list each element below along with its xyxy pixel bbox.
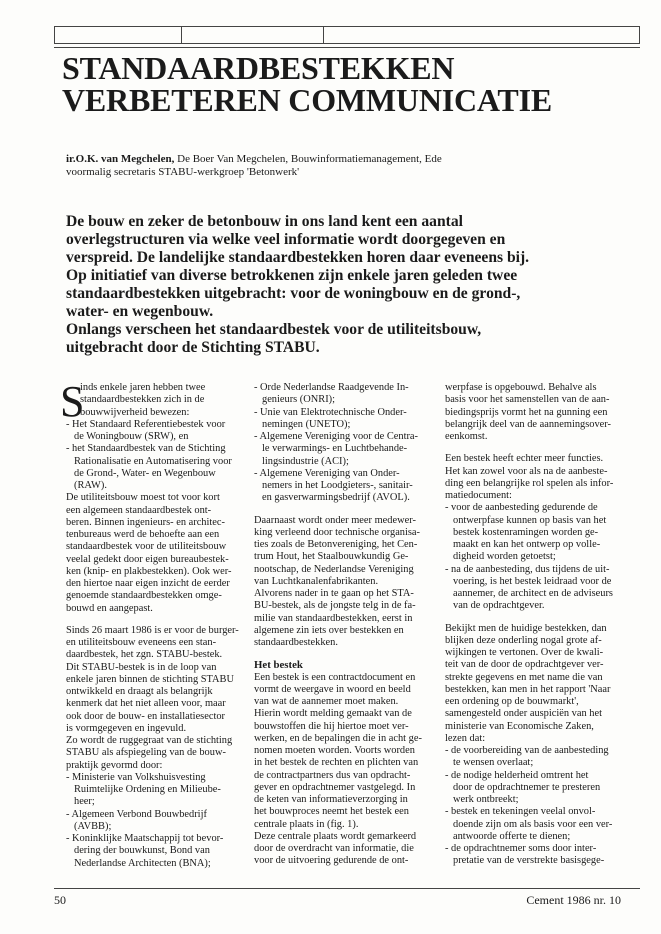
text-line: Een bestek is een contractdocument en — [254, 671, 416, 683]
text-line: te wensen overlaat; — [453, 757, 534, 769]
text-line: doende zijn om als basis voor een ver- — [453, 818, 613, 830]
text-line: standaardbestek voor de utiliteitsbouw — [66, 541, 227, 553]
text-line: en gasverwarmingsbedrijf (AVOL). — [262, 492, 410, 504]
text-line: dering der bouwkunst, Bond van — [74, 845, 210, 857]
text-line: biedingsprijs vormt het na gunning een — [445, 406, 608, 418]
author-line — [66, 153, 442, 166]
text-line: is vormgegeven en ingevuld. — [66, 722, 187, 734]
text-line: beren. Binnen ingenieurs- en architec- — [66, 516, 225, 528]
text-line: in het bestek de rechten en plichten van — [254, 757, 419, 769]
text-line: Zo wordt de ruggegraat van de stichting — [66, 735, 233, 746]
text-line: maakt en kan het ontwerp op volle- — [453, 539, 601, 550]
text-line: Dit STABU-bestek is in de loop van — [66, 661, 217, 673]
drop-cap: S — [60, 377, 85, 426]
text-line: van wat de aannemer moet maken. — [254, 696, 399, 707]
author-affiliation: De Boer Van Megchelen, Bouwinformatiemanagement, Ede — [174, 153, 442, 165]
text-line: nootschap, de Nederlandse Vereniging — [254, 563, 414, 575]
column-3 — [445, 382, 623, 868]
text-line: nemingen (UNETO); — [262, 418, 351, 430]
header-frame — [54, 26, 640, 44]
journal-reference: Cement 1986 nr. 10 — [526, 893, 621, 907]
column-1 — [66, 382, 246, 870]
author-block — [66, 153, 442, 179]
text-line: Nederlandse Architecten (BNA); — [74, 857, 211, 869]
text-line: de Grond-, Water- en Wegenbouw — [74, 467, 216, 479]
text-line: le verwarmings- en Luchtbehande- — [262, 443, 408, 455]
text-line: tenbureaus werd de behoefte aan een — [66, 529, 220, 540]
text-line: de contractpartners dus van opdracht- — [254, 769, 411, 781]
lead-line: Op initiatief van diverse betrokkenen zijn enkele jaren geleden twee — [66, 267, 518, 284]
text-line: en utiliteitsbouw eveneens een stan- — [66, 637, 217, 648]
text-line: ding een belangrijke rol spelen als infor- — [445, 477, 614, 489]
text-line: BU-bestek, als de jongste telg in de fa- — [254, 600, 416, 612]
lead-line: standaardbestekken uitgebracht: voor de woningbouw en de grond-, — [66, 285, 521, 302]
text-line: kenmerk dat het niet alleen voor, maar — [66, 698, 226, 710]
lead-line: uitgebracht door de Stichting STABU. — [66, 339, 320, 356]
text-line: matiedocument: — [445, 490, 512, 501]
paragraph-gap — [254, 649, 434, 659]
text-line: veelal gedekt door eigen bureaubestek- — [66, 553, 229, 565]
header-divider — [181, 26, 182, 44]
text-line: bouwwijverheid bewezen: — [80, 406, 190, 418]
lead-line: water- en wegenbouw. — [66, 303, 214, 320]
text-line: heer; — [74, 796, 95, 808]
top-rule — [54, 47, 640, 48]
text-line: Hierin wordt melding gemaakt van de — [254, 708, 412, 720]
text-line: - de voorbereiding van de aanbesteding — [445, 745, 609, 756]
text-line: aannemer, de architect en de adviseurs — [453, 588, 613, 599]
text-line: bouwd en aangepast. — [66, 602, 153, 614]
text-line: van Luchtkanalenfabrikanten. — [254, 575, 379, 587]
text-line: inds enkele jaren hebben twee — [80, 382, 206, 393]
text-line: gever en opdrachtnemer vastgelegd. In — [254, 781, 416, 793]
lead-line: De bouw en zeker de betonbouw in ons land kent een aantal — [66, 213, 463, 230]
text-line: - Het Standaard Referentiebestek voor — [66, 418, 226, 430]
text-line: een algemeen standaardbestek ont- — [66, 504, 212, 516]
text-line: enkele jaren binnen de stichting STABU — [66, 673, 234, 685]
text-line: Sinds 26 maart 1986 is er voor de burger- — [66, 624, 239, 636]
text-line: samengesteld onder auspiciën van het — [445, 708, 602, 720]
text-line: van de opdrachtgever. — [453, 600, 545, 612]
text-line: ontwikkeld en draagt als belangrijk — [66, 686, 213, 697]
paragraph-gap — [445, 613, 623, 623]
text-line: bestekken, kan men in het rapport 'Naar — [445, 683, 611, 695]
text-line: werken, en de bepalingen die in acht ge- — [254, 732, 422, 744]
text-line: (AVBB); — [74, 820, 112, 832]
text-line: vormt de weergave in woord en beeld — [254, 683, 411, 695]
text-line: ontwerpfase kunnen op basis van het — [453, 514, 607, 526]
text-line: belangrijk deel van de aannemingsover- — [445, 418, 611, 430]
text-line: - Ministerie van Volkshuisvesting — [66, 771, 206, 783]
text-line: basis voor het samenstellen van de aan- — [445, 394, 610, 406]
text-line: Daarnaast wordt onder meer medewer- — [254, 514, 416, 526]
title-line: VERBETEREN COMMUNICATIE — [62, 82, 552, 118]
text-line: ministerie van Economische Zaken, — [445, 720, 594, 732]
text-line: Het kan zowel voor als na de aanbeste- — [445, 465, 608, 477]
text-line: praktijk gevormd door: — [66, 759, 163, 771]
paragraph-gap — [445, 443, 623, 453]
lead-paragraph — [66, 213, 626, 357]
title-line: STANDAARDBESTEKKEN — [62, 50, 455, 86]
text-line: - Algemene Vereniging van Onder- — [254, 467, 400, 479]
text-line: een ordening op de bouwmarkt', — [445, 696, 579, 707]
text-line: bouwstoffen die hij hiertoe moet ver- — [254, 720, 409, 732]
text-line: Een bestek heeft echter meer functies. — [445, 453, 604, 465]
text-line: - bestek en tekeningen veelal onvol- — [445, 806, 596, 818]
text-line: king verleend door technische organisa- — [254, 526, 421, 538]
lead-line: overlegstructuren via welke veel informatie wordt doorgegeven en — [66, 231, 506, 248]
text-line: - na de aanbesteding, dus tijdens de uit- — [445, 563, 610, 575]
text-line: Deze centrale plaats wordt gemarkeerd — [254, 830, 417, 842]
text-line: het bouwproces neemt het bestek een — [254, 806, 409, 818]
text-line: ties zoals de Betonvereniging, het Cen- — [254, 539, 418, 550]
text-line: - Algemeen Verbond Bouwbedrijf — [66, 808, 207, 820]
text-line: daardbestek, het zgn. STABU-bestek. — [66, 649, 223, 661]
text-line: nemers in het Loodgieters-, sanitair- — [262, 480, 413, 491]
paragraph-gap — [254, 505, 434, 515]
text-line: lingsindustrie (ACI); — [262, 455, 349, 467]
page-number: 50 — [54, 893, 66, 907]
text-line: - de nodige helderheid omtrent het — [445, 769, 589, 781]
text-line: STABU als afspiegeling van de bouw- — [66, 747, 226, 759]
text-line: door de opdrachtnemer te presteren — [453, 781, 601, 793]
text-line: eenkomst. — [445, 431, 488, 442]
text-line: Rationalisatie en Automatisering voor — [74, 455, 232, 467]
text-line: genoemde standaardbestekken omge- — [66, 590, 222, 602]
text-line: - Algemene Vereniging voor de Centra- — [254, 431, 418, 442]
text-line: (RAW). — [74, 480, 107, 491]
text-line: - de opdrachtnemer soms door inter- — [445, 843, 597, 854]
article-title — [62, 52, 552, 116]
text-line: - Koninklijke Maatschappij tot bevor- — [66, 833, 224, 844]
text-line: Bekijkt men de huidige bestekken, dan — [445, 622, 607, 634]
text-line: werpfase is opgebouwd. Behalve als — [445, 382, 597, 393]
bottom-rule — [54, 888, 640, 889]
text-line: - het Standaardbestek van de Stichting — [66, 443, 226, 455]
author-name: ir.O.K. van Megchelen, — [66, 153, 175, 165]
text-line: - Unie van Elektrotechnische Onder- — [254, 406, 407, 418]
text-line: pretatie van de verstrekte basisgege- — [453, 855, 605, 867]
text-line: digheid worden getoetst; — [453, 551, 556, 563]
text-line: ook door de bouw- en installatiesector — [66, 710, 225, 722]
text-line: - voor de aanbesteding gedurende de — [445, 502, 598, 514]
lead-line: verspreid. De landelijke standaardbestekken horen daar eveneens bij. — [66, 249, 530, 266]
text-line: de keten van informatieverzorging in — [254, 794, 408, 805]
text-line: teit van de door de opdrachtgever ver- — [445, 659, 604, 671]
text-line: trum Hout, het Staalbouwkundig Ge- — [254, 551, 409, 563]
text-line: blijken deze onderling nogal grote af- — [445, 634, 602, 646]
column-2 — [254, 382, 434, 868]
text-line: voor de uitvoering gedurende de ont- — [254, 855, 409, 867]
text-line: antwoorde offerte te dienen; — [453, 830, 571, 842]
text-line: Ruimtelijke Ordening en Milieube- — [74, 784, 221, 795]
text-line: bestek kostenramingen worden ge- — [453, 526, 599, 538]
text-line: werk ontbreekt; — [453, 794, 519, 805]
text-line: - Orde Nederlandse Raadgevende In- — [254, 382, 409, 393]
header-divider — [323, 26, 324, 44]
text-line: genieurs (ONRI); — [262, 394, 336, 406]
text-line: wijkingen te vertonen. Over de kwali- — [445, 647, 604, 658]
text-line: den hiertoe naar eigen inzicht de eerder — [66, 578, 230, 589]
author-role: voormalig secretaris STABU-werkgroep 'Betonwerk' — [66, 166, 300, 178]
lead-line: Onlangs verscheen het standaardbestek voor de utiliteitsbouw, — [66, 321, 482, 338]
text-line: strekte gegevens en met name die van — [445, 671, 603, 683]
text-line: De utiliteitsbouw moest tot voor kort — [66, 492, 220, 504]
text-line: de Woningbouw (SRW), en — [74, 431, 189, 442]
text-line: lezen dat: — [445, 732, 486, 744]
text-line: milie van standaardbestekken, eerst in — [254, 612, 413, 624]
text-line: voering, is het bestek leidraad voor de — [453, 575, 612, 587]
text-line: standaardbestekken. — [254, 637, 338, 648]
text-line: algemene zin iets over bestekken en — [254, 624, 404, 636]
text-line: Alvorens nader in te gaan op het STA- — [254, 588, 414, 599]
section-heading: Het bestek — [254, 659, 303, 672]
paragraph-gap — [66, 615, 246, 625]
text-line: standaardbestekken zich in de — [80, 394, 205, 406]
text-line: centrale plaats in (fig. 1). — [254, 818, 359, 830]
text-line: nomen moeten worden. Voorts worden — [254, 745, 415, 756]
text-line: door de overdracht van informatie, die — [254, 843, 414, 854]
text-line: ken (knip- en plakbestekken). Ook wer- — [66, 565, 232, 577]
